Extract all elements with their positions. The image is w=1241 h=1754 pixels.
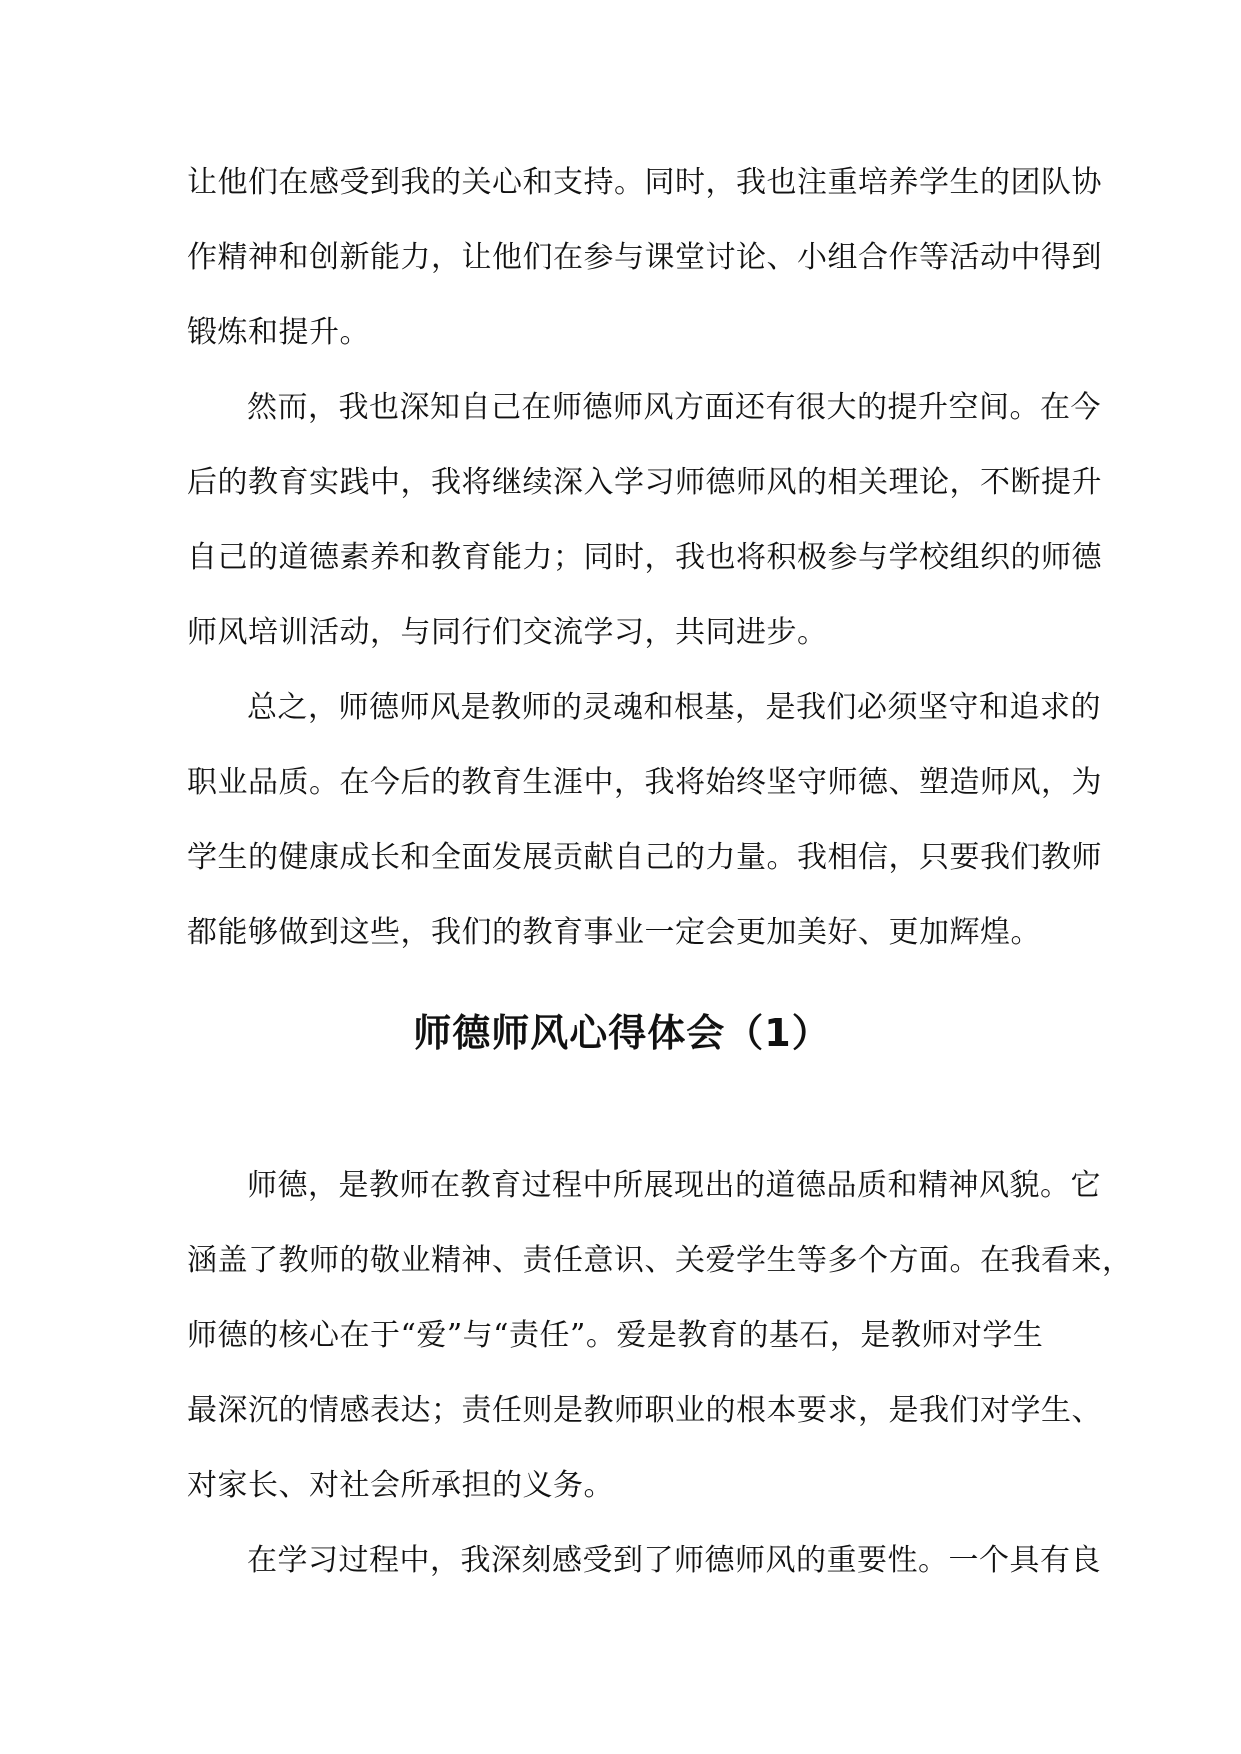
text-line: 让他们在感受到我的关心和支持。同时，我也注重培养学生的团队协 <box>187 165 1102 200</box>
paragraph <box>187 145 1102 370</box>
text-line: 都能够做到这些，我们的教育事业一定会更加美好、更加辉煌。 <box>187 915 1041 950</box>
text-line: 在学习过程中，我深刻感受到了师德师风的重要性。一个具有良 <box>247 1543 1101 1578</box>
text-line: 锻炼和提升。 <box>187 315 370 350</box>
text-line: 职业品质。在今后的教育生涯中，我将始终坚守师德、塑造师风，为 <box>187 765 1102 800</box>
document-body <box>187 145 1133 1598</box>
text-line: 涵盖了教师的敬业精神、责任意识、关爱学生等多个方面。在我看来， <box>187 1243 1133 1278</box>
text-line: 师德，是教师在教育过程中所展现出的道德品质和精神风貌。它 <box>247 1168 1101 1203</box>
paragraph <box>187 670 1102 970</box>
text-line: 后的教育实践中，我将继续深入学习师德师风的相关理论，不断提升 <box>187 465 1102 500</box>
text-line: 作精神和创新能力，让他们在参与课堂讨论、小组合作等活动中得到 <box>187 240 1102 275</box>
section-heading: 师德师风心得体会（1） <box>413 1011 831 1055</box>
paragraph <box>187 370 1102 670</box>
paragraph <box>187 1523 1101 1598</box>
text-line: 师风培训活动，与同行们交流学习，共同进步。 <box>187 615 828 650</box>
text-line: 最深沉的情感表达；责任则是教师职业的根本要求，是我们对学生、 <box>187 1393 1102 1428</box>
text-line: 对家长、对社会所承担的义务。 <box>187 1468 614 1503</box>
text-line: 学生的健康成长和全面发展贡献自己的力量。我相信，只要我们教师 <box>187 840 1102 875</box>
text-line: 总之，师德师风是教师的灵魂和根基，是我们必须坚守和追求的 <box>247 690 1101 725</box>
text-line: 然而，我也深知自己在师德师风方面还有很大的提升空间。在今 <box>247 390 1101 425</box>
text-line: 自己的道德素养和教育能力；同时，我也将积极参与学校组织的师德 <box>187 540 1102 575</box>
text-line: 师德的核心在于“爱”与“责任”。爱是教育的基石，是教师对学生 <box>187 1318 1044 1353</box>
paragraph <box>187 1148 1133 1523</box>
